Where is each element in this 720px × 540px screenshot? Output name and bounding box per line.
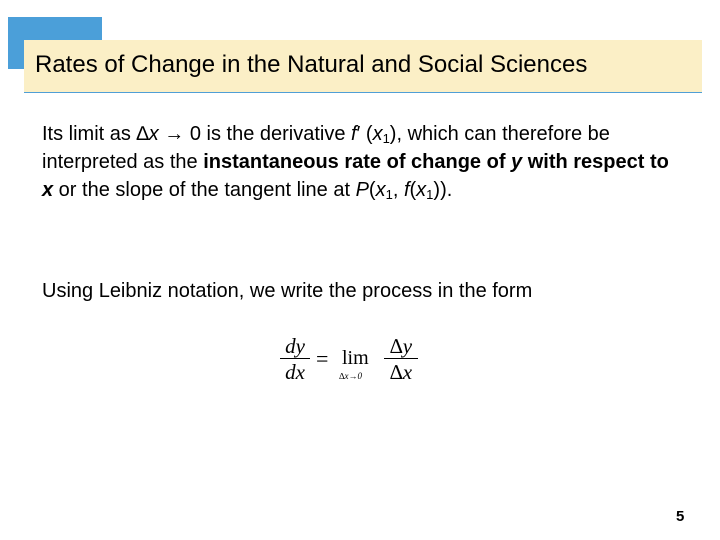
text-run: (	[368, 179, 376, 201]
limit-operator: lim	[342, 347, 369, 369]
paragraph-leibniz: Using Leibniz notation, we write the process in the form	[42, 280, 533, 302]
var-x: x	[148, 123, 159, 145]
equals-sign: =	[316, 346, 329, 371]
text-run: )).	[433, 179, 453, 201]
subscript-1: 1	[382, 131, 390, 146]
var-P: P	[355, 179, 369, 201]
fraction-denominator: dx	[285, 360, 305, 384]
text-run: ), which can therefore be interpreted as the	[42, 123, 610, 173]
bold-var-x: x	[42, 179, 54, 201]
bold-phrase: with respect to	[522, 151, 669, 173]
arrow-symbol: →	[158, 123, 190, 145]
limit-subscript: ∆x→0	[339, 371, 363, 381]
fraction-numerator: ∆y	[389, 334, 413, 358]
text-run: 0 is the derivative	[189, 123, 352, 145]
fraction-denominator: ∆x	[389, 360, 413, 384]
slide-title: Rates of Change in the Natural and Social Sciences	[35, 51, 588, 78]
var-x: x	[416, 179, 427, 201]
bold-phrase: instantaneous rate of change of	[203, 151, 512, 173]
fraction-delta-y-delta-x	[382, 334, 420, 386]
var-x: x	[375, 179, 386, 201]
fraction-bar	[384, 358, 418, 359]
text-run: (	[409, 179, 417, 201]
delta-symbol: ∆	[136, 123, 149, 145]
fraction-numerator: dy	[285, 334, 305, 358]
paragraph-limit-derivative	[42, 120, 682, 204]
var-f: f	[351, 123, 357, 145]
prime-symbol: ′	[356, 123, 361, 145]
page-number: 5	[676, 508, 685, 525]
subscript-1: 1	[426, 187, 434, 202]
text-run: Its limit as	[42, 123, 137, 145]
var-x: x	[372, 123, 383, 145]
var-f: f	[403, 179, 410, 201]
subscript-1: 1	[385, 187, 393, 202]
fraction-bar	[280, 358, 310, 359]
text-run: (	[360, 123, 373, 145]
text-run: or the slope of the tangent line at	[53, 179, 356, 201]
text-run: ,	[392, 179, 404, 201]
leibniz-formula	[278, 334, 418, 386]
fraction-dy-dx	[278, 334, 312, 386]
bold-var-y: y	[511, 151, 523, 173]
